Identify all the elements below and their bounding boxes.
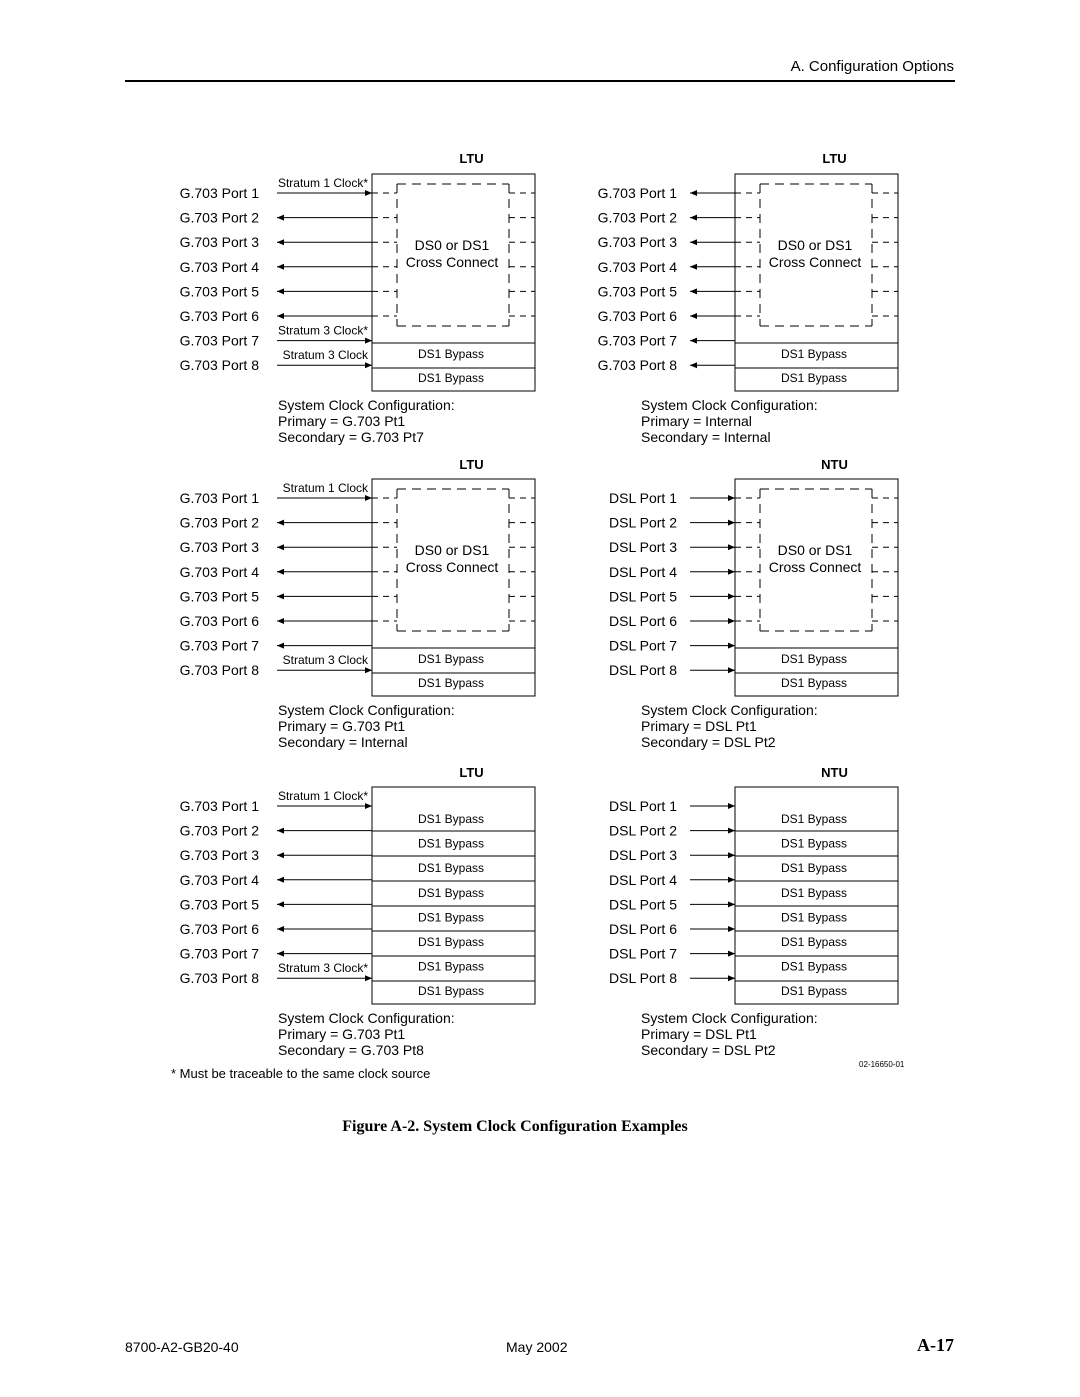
panel-4-port-label-3: DSL Port 3: [609, 539, 677, 556]
footer-page-number: A-17: [917, 1335, 954, 1355]
panel-2-port-arrow-1: [690, 190, 697, 196]
panel-3-port-label-7: G.703 Port 7: [179, 637, 259, 654]
panel-3-port-label-2: G.703 Port 2: [179, 514, 259, 531]
panel-4-port-arrow-2: [728, 520, 735, 526]
panel-6-port-label-5: DSL Port 5: [609, 896, 677, 913]
panel-4-unit-label: NTU: [821, 457, 848, 472]
panel-5-bypass-label-2: DS1 Bypass: [417, 836, 485, 851]
panel-1-port-label-1: G.703 Port 1: [179, 185, 259, 201]
running-header: A. Configuration Options: [790, 58, 954, 75]
panel-5-bypass-label-7: DS1 Bypass: [417, 959, 485, 974]
panel-6-port-label-8: DSL Port 8: [609, 970, 677, 987]
panel-3-port-arrow-8: [365, 667, 372, 673]
panel-6-port-label-4: DSL Port 4: [609, 871, 677, 888]
panel-5-port-label-4: G.703 Port 4: [179, 871, 259, 888]
panel-3-xc-label-1: DS0 or DS1: [414, 542, 490, 558]
panel-5-bypass-label-4: DS1 Bypass: [417, 885, 485, 900]
panel-1-xc-label-2: Cross Connect: [405, 254, 499, 270]
panel-5-port-label-7: G.703 Port 7: [179, 945, 259, 962]
panel-1-port-arrow-2: [277, 215, 284, 221]
panel-5-sys-clock-primary: Primary = G.703 Pt1: [278, 1026, 406, 1042]
panel-4-port-label-6: DSL Port 6: [609, 613, 677, 629]
figure-caption: Figure A-2. System Clock Configuration Examples: [342, 1118, 688, 1135]
panel-4-port-arrow-8: [728, 667, 735, 673]
panel-1-clock-label-2: Stratum 3 Clock*: [277, 323, 368, 338]
panel-5-port-label-5: G.703 Port 5: [179, 896, 259, 913]
panel-3-port-label-3: G.703 Port 3: [179, 539, 259, 556]
panel-5-unit-label: LTU: [459, 765, 484, 780]
panel-3-port-label-4: G.703 Port 4: [179, 563, 259, 580]
panel-3-port-arrow-2: [277, 520, 284, 526]
panel-5-bypass-label-3: DS1 Bypass: [417, 861, 485, 876]
panel-5-port-arrow-3: [277, 852, 284, 858]
panel-1-bypass-label-1: DS1 Bypass: [417, 347, 485, 361]
panel-6-port-arrow-7: [728, 951, 735, 957]
panel-4-port-arrow-6: [728, 618, 735, 624]
panel-3-bypass-label-2: DS1 Bypass: [417, 676, 485, 690]
panel-6-sys-clock-secondary: Secondary = DSL Pt2: [641, 1042, 776, 1058]
panel-6-bypass-label-5: DS1 Bypass: [780, 910, 848, 925]
panel-6-sys-clock-title: System Clock Configuration:: [641, 1010, 818, 1026]
panel-2-port-label-5: G.703 Port 5: [597, 283, 677, 300]
panel-5-port-label-2: G.703 Port 2: [179, 822, 259, 839]
panel-1-bypass-label-2: DS1 Bypass: [417, 371, 485, 385]
panel-6-port-label-6: DSL Port 6: [609, 921, 677, 937]
panel-6-bypass-label-1: DS1 Bypass: [780, 812, 848, 826]
panel-2-xc-label-2: Cross Connect: [768, 254, 862, 270]
panel-1-port-arrow-5: [277, 288, 284, 294]
panel-1-port-label-8: G.703 Port 8: [179, 357, 259, 374]
panel-1-port-label-7: G.703 Port 7: [179, 332, 259, 349]
panel-4-port-arrow-4: [728, 569, 735, 575]
panel-5-bypass-label-5: DS1 Bypass: [417, 910, 485, 925]
panel-4-xc-label-2: Cross Connect: [768, 559, 862, 575]
panel-1-port-arrow-6: [277, 313, 284, 319]
panel-5-port-arrow-5: [277, 901, 284, 907]
panel-4-port-arrow-1: [728, 495, 735, 501]
panel-4-port-arrow-7: [728, 643, 735, 649]
panel-1-clock-label-1: Stratum 1 Clock*: [277, 176, 368, 190]
footer-date: May 2002: [506, 1339, 568, 1355]
panel-2-port-label-7: G.703 Port 7: [597, 332, 677, 349]
panel-5-port-label-6: G.703 Port 6: [179, 921, 259, 937]
panel-6-port-label-2: DSL Port 2: [609, 822, 677, 839]
panel-3-unit-label: LTU: [459, 457, 484, 472]
panel-4-sys-clock-title: System Clock Configuration:: [641, 702, 818, 718]
panel-3-port-arrow-4: [277, 569, 284, 575]
panel-5-port-arrow-1: [365, 803, 372, 809]
panel-4-port-label-7: DSL Port 7: [609, 637, 677, 654]
panel-2-bypass-label-2: DS1 Bypass: [780, 371, 848, 385]
panel-1-port-label-2: G.703 Port 2: [179, 209, 259, 226]
panel-4-port-label-5: DSL Port 5: [609, 588, 677, 605]
panel-2-unit-label: LTU: [822, 151, 847, 166]
panel-4-xc-label-1: DS0 or DS1: [777, 542, 853, 558]
panel-5-port-label-3: G.703 Port 3: [179, 847, 259, 864]
panel-5-port-label-1: G.703 Port 1: [179, 798, 259, 814]
panel-6-port-arrow-2: [728, 828, 735, 834]
panel-1-port-label-5: G.703 Port 5: [179, 283, 259, 300]
panel-6-bypass-label-3: DS1 Bypass: [780, 861, 848, 876]
panel-2-port-arrow-6: [690, 313, 697, 319]
panel-6-port-arrow-8: [728, 975, 735, 981]
panel-2-port-label-8: G.703 Port 8: [597, 357, 677, 374]
panel-2-port-arrow-8: [690, 362, 697, 368]
panel-6-bypass-label-8: DS1 Bypass: [780, 984, 848, 999]
panel-3-sys-clock-title: System Clock Configuration:: [278, 702, 455, 718]
figure-number: 02-16650-01: [859, 1060, 905, 1069]
panel-2-port-arrow-2: [690, 215, 697, 221]
panel-6-bypass-label-4: DS1 Bypass: [780, 885, 848, 900]
panel-6-port-label-7: DSL Port 7: [609, 945, 677, 962]
panel-3-sys-clock-secondary: Secondary = Internal: [278, 734, 408, 750]
panel-6-port-label-1: DSL Port 1: [609, 798, 677, 814]
panel-2-sys-clock-title: System Clock Configuration:: [641, 397, 818, 413]
panel-6-sys-clock-primary: Primary = DSL Pt1: [641, 1026, 757, 1042]
panel-4-port-arrow-3: [728, 544, 735, 550]
panel-5-clock-label-1: Stratum 1 Clock*: [277, 789, 368, 803]
panel-3-port-label-8: G.703 Port 8: [179, 662, 259, 679]
panel-1-unit-label: LTU: [459, 151, 484, 166]
panel-4-port-arrow-5: [728, 593, 735, 599]
panel-4-port-label-1: DSL Port 1: [609, 490, 677, 506]
panel-6-port-arrow-4: [728, 877, 735, 883]
panel-5-bypass-label-1: DS1 Bypass: [417, 812, 485, 826]
panel-5-port-arrow-6: [277, 926, 284, 932]
panel-5-bypass-label-6: DS1 Bypass: [417, 935, 485, 949]
panel-5-port-arrow-8: [365, 975, 372, 981]
panel-4-port-label-8: DSL Port 8: [609, 662, 677, 679]
panel-3-port-arrow-6: [277, 618, 284, 624]
panel-5-port-label-8: G.703 Port 8: [179, 970, 259, 987]
panel-6-port-arrow-6: [728, 926, 735, 932]
panel-4-bypass-label-1: DS1 Bypass: [780, 652, 848, 666]
panel-3-port-label-5: G.703 Port 5: [179, 588, 259, 605]
panel-6-bypass-label-7: DS1 Bypass: [780, 959, 848, 974]
panel-5-port-arrow-4: [277, 877, 284, 883]
panel-6-port-label-3: DSL Port 3: [609, 847, 677, 864]
panel-4-bypass-label-2: DS1 Bypass: [780, 676, 848, 690]
panel-2-sys-clock-primary: Primary = Internal: [641, 413, 752, 429]
panel-1-sys-clock-title: System Clock Configuration:: [278, 397, 455, 413]
panel-1-port-label-4: G.703 Port 4: [179, 258, 259, 275]
panel-3-port-arrow-5: [277, 593, 284, 599]
panel-6-port-arrow-3: [728, 852, 735, 858]
panel-2-port-arrow-5: [690, 288, 697, 294]
panel-1-port-arrow-4: [277, 264, 284, 270]
footer-doc-number: 8700-A2-GB20-40: [125, 1339, 239, 1355]
panel-2-sys-clock-secondary: Secondary = Internal: [641, 429, 771, 445]
panel-4-sys-clock-secondary: Secondary = DSL Pt2: [641, 734, 776, 750]
panel-6-port-arrow-5: [728, 901, 735, 907]
panel-4-port-label-4: DSL Port 4: [609, 563, 677, 580]
panel-3-port-label-1: G.703 Port 1: [179, 490, 259, 506]
panel-2-port-label-6: G.703 Port 6: [597, 308, 677, 324]
panel-6-port-arrow-1: [728, 803, 735, 809]
panel-6-bypass-label-6: DS1 Bypass: [780, 935, 848, 949]
panel-1-port-label-6: G.703 Port 6: [179, 308, 259, 324]
panel-2-port-label-3: G.703 Port 3: [597, 234, 677, 251]
panel-4-port-label-2: DSL Port 2: [609, 514, 677, 531]
panel-2-port-arrow-3: [690, 239, 697, 245]
panel-1-sys-clock-secondary: Secondary = G.703 Pt7: [278, 429, 424, 445]
panel-3-port-label-6: G.703 Port 6: [179, 613, 259, 629]
panel-2-port-label-1: G.703 Port 1: [597, 185, 677, 201]
panel-4-sys-clock-primary: Primary = DSL Pt1: [641, 718, 757, 734]
panel-5-port-arrow-2: [277, 828, 284, 834]
panel-1-port-label-3: G.703 Port 3: [179, 234, 259, 251]
panel-2-port-arrow-7: [690, 338, 697, 344]
panel-3-xc-label-2: Cross Connect: [405, 559, 499, 575]
panel-5-clock-label-2: Stratum 3 Clock*: [277, 961, 368, 976]
panel-2-port-label-4: G.703 Port 4: [597, 258, 677, 275]
panel-1-port-arrow-7: [365, 338, 372, 344]
panel-1-port-arrow-1: [365, 190, 372, 196]
panel-3-clock-label-1: Stratum 1 Clock: [282, 481, 368, 495]
panel-1-xc-label-1: DS0 or DS1: [414, 237, 490, 253]
panel-3-port-arrow-3: [277, 544, 284, 550]
panel-2-xc-label-1: DS0 or DS1: [777, 237, 853, 253]
panel-2-bypass-label-1: DS1 Bypass: [780, 347, 848, 361]
panel-1-port-arrow-3: [277, 239, 284, 245]
panel-5-port-arrow-7: [277, 951, 284, 957]
panel-3-port-arrow-1: [365, 495, 372, 501]
panel-3-port-arrow-7: [277, 643, 284, 649]
panel-1-clock-label-3: Stratum 3 Clock: [282, 348, 368, 363]
footnote: * Must be traceable to the same clock source: [171, 1066, 431, 1081]
panel-1-sys-clock-primary: Primary = G.703 Pt1: [278, 413, 406, 429]
panel-5-sys-clock-secondary: Secondary = G.703 Pt8: [278, 1042, 424, 1058]
panel-6-bypass-label-2: DS1 Bypass: [780, 836, 848, 851]
panel-2-port-arrow-4: [690, 264, 697, 270]
panel-3-clock-label-2: Stratum 3 Clock: [282, 653, 368, 668]
panel-5-bypass-label-8: DS1 Bypass: [417, 984, 485, 999]
panel-6-unit-label: NTU: [821, 765, 848, 780]
panel-2-port-label-2: G.703 Port 2: [597, 209, 677, 226]
panel-1-port-arrow-8: [365, 362, 372, 368]
panel-5-sys-clock-title: System Clock Configuration:: [278, 1010, 455, 1026]
panel-3-sys-clock-primary: Primary = G.703 Pt1: [278, 718, 406, 734]
panel-3-bypass-label-1: DS1 Bypass: [417, 652, 485, 666]
